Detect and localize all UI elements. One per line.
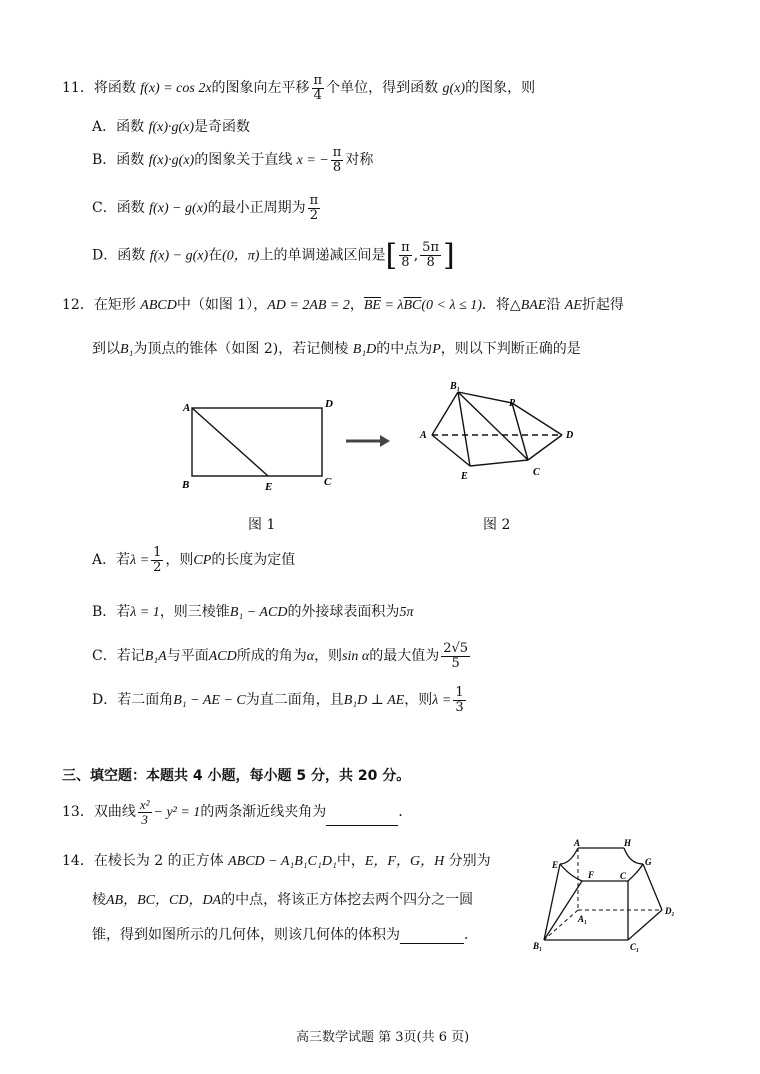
fig14-label-g: G: [645, 857, 652, 867]
q11-option-b: B．函数 f(x)·g(x)的图象关于直线 x = − $\frac{\pi}{8}$ 对称: [92, 145, 374, 175]
q11-stem: 11．将函数 f(x) = cos 2x的图象向左平移 $\frac{\pi}{4}$ 个单位，得到函数 g(x)的图象，则: [62, 73, 536, 103]
figure-1-caption: 图 1: [248, 517, 276, 533]
fig14-label-e: E: [552, 860, 559, 870]
arrow-icon: [346, 435, 390, 447]
vector-be: $\overline{BE}$: [363, 298, 381, 313]
question-number: 11．: [62, 80, 94, 97]
q12-option-b: B．若λ = 1，则三棱锥B₁ − ACD的外接球表面积为5π: [92, 604, 414, 620]
fig14-label-d1: D₁: [665, 906, 675, 916]
fraction: $\frac{\pi}{4}$: [313, 73, 323, 103]
q14-line1: 14．在棱长为 2 的正方体 ABCD − A₁B₁C₁D₁中，E，F，G，H 分别为: [62, 853, 491, 869]
answer-blank[interactable]: [326, 825, 398, 826]
vector-bc: $\overline{BC}$: [403, 298, 422, 313]
fig2-label-c: C: [533, 467, 540, 478]
math-expr: g(x): [442, 81, 466, 97]
fig2-label-b1: B₁: [450, 381, 461, 392]
q14-line3: 锥，得到如图所示的几何体，则该几何体的体积为 ．: [92, 927, 478, 943]
q11-option-c: C．函数 f(x) − g(x)的最小正周期为 $\frac{\pi}{2}$: [92, 193, 319, 223]
figure-2-pyramid: [432, 392, 562, 466]
q14-solid-figure: [530, 836, 690, 960]
page-footer: 高三数学试题 第 3页(共 6 页): [296, 1030, 470, 1045]
q12-option-a: A．若λ = $\frac{1}{2}$ ，则CP的长度为定值: [92, 545, 296, 575]
fig1-label-e: E: [265, 481, 273, 493]
fig1-label-a: A: [183, 402, 191, 414]
fig14-label-a: A: [574, 838, 581, 848]
fig14-label-f: F: [588, 870, 595, 880]
fig2-label-e: E: [461, 471, 468, 482]
q11-option-d: D．函数 f(x) − g(x)在(0，π)上的单调递减区间是[ $\frac{\pi}{8}$ , $\frac{5\pi}{8}$ ]: [92, 238, 455, 273]
figure-2-caption: 图 2: [483, 517, 511, 533]
fraction: $\frac{\pi}{2}$: [309, 193, 319, 223]
fig14-label-b1: B₁: [533, 941, 543, 951]
q12-option-c: C．若记B₁A与平面ACD所成的角为α，则sin α的最大值为 $\frac{2√5}{5}$: [92, 641, 469, 671]
fig14-label-c: C: [620, 871, 627, 881]
q11-option-a: A．函数 f(x)·g(x)是奇函数: [92, 119, 251, 135]
fig2-label-d: D: [566, 430, 574, 441]
fig14-label-c1: C₁: [630, 942, 640, 952]
q13: 13．双曲线 $\frac{\text{x²}}{3}$ − y² = 1的两条渐近线夹角为 ．: [62, 797, 413, 827]
q12-figures: [170, 378, 590, 498]
q14-line2: 棱AB，BC，CD，DA的中点，将该正方体挖去两个四分之一圆: [92, 892, 474, 908]
fig1-label-b: B: [182, 479, 190, 491]
q12-option-d: D．若二面角B₁ − AE − C为直二面角，且B₁D ⊥ AE，则λ = $\frac{1}{3}$: [92, 685, 464, 715]
section-3-title: 三、填空题：本题共 4 小题，每小题 5 分，共 20 分。: [62, 768, 411, 784]
fraction: $\frac{\pi}{8}$: [332, 145, 342, 175]
fig2-label-a: A: [420, 430, 427, 441]
fig2-label-p: P: [509, 398, 516, 409]
fig1-label-d: D: [325, 398, 333, 410]
q12-stem-line2: 到以B₁为顶点的锥体（如图 2)，若记侧棱 B₁D的中点为P，则以下判断正确的是: [92, 341, 581, 357]
figure-1-rectangle: [192, 408, 322, 476]
fig1-label-c: C: [324, 476, 332, 488]
fig14-label-a1: A₁: [578, 914, 588, 924]
answer-blank[interactable]: [400, 943, 464, 944]
math-expr: f(x) = cos 2x: [140, 81, 212, 97]
q12-stem-line1: 12．在矩形 ABCD中（如图 1），AD = 2AB = 2，$\overline{BE} = \lambda\overline{BC}(0 < \lambda \le 1)$．将△BAE沿 AE折起得: [62, 297, 624, 313]
fig14-label-h: H: [624, 838, 632, 848]
